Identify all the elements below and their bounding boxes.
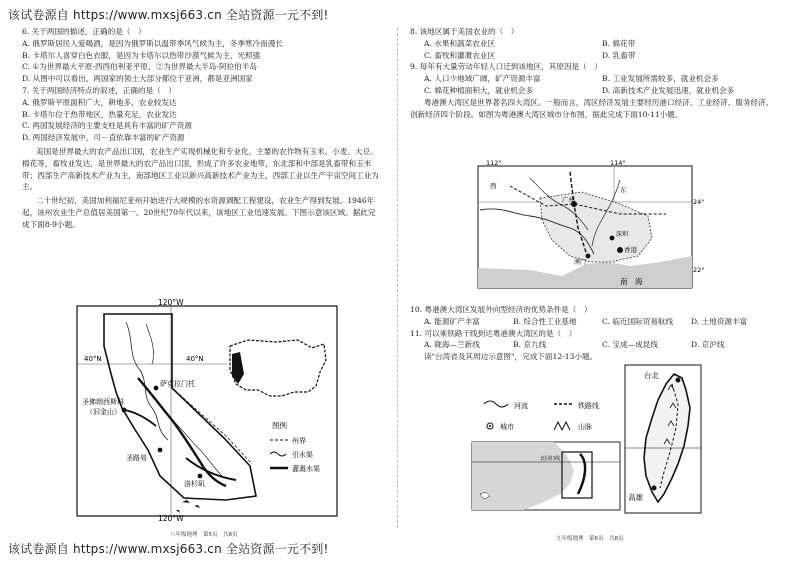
legend-title: 图例: [272, 421, 287, 430]
q6-option-c: C. ①为世界最大平原-西西伯利亚平原，②为世界最大半岛-阿拉伯半岛: [22, 62, 257, 72]
legend-mountain: 山脉: [578, 423, 592, 431]
city-san-francisco-alias: （旧金山）: [86, 408, 121, 416]
legend-river: 河流: [514, 402, 528, 410]
lat-label-right: 40°N: [186, 355, 204, 363]
page-divider: [397, 28, 398, 528]
california-map: [76, 300, 338, 522]
q8-option-b: B. 棉花带: [602, 38, 636, 48]
city-sacramento: 萨克拉门托: [160, 380, 195, 388]
q8-option-c: C. 畜牧和灌溉农业区: [424, 50, 496, 60]
q12-intro: 读"台湾省及其周边示意图"，完成下面12-13小题。: [424, 352, 598, 362]
lat-label-left: 40°N: [84, 355, 102, 363]
taiwan-map-left-figure: [470, 382, 622, 512]
city-san-francisco: 圣佛朗西斯科: [82, 398, 124, 406]
left-column: [22, 26, 382, 231]
right-column: [410, 26, 780, 120]
city-shenzhen-label: 深圳: [616, 231, 629, 238]
q6-option-a: A. 俄罗斯居民人爱喝酒，是因为俄罗斯以温带季风气候为主，冬季寒冷而漫长: [22, 38, 283, 48]
watermark-bottom: 该试卷源自 https://www.mxsj663.cn 全站资源一元不到!: [8, 542, 329, 556]
q11-option-c: C. 宝成—成昆线: [602, 340, 658, 350]
usa-inset-map: [230, 340, 326, 396]
q7-option-a: A. 俄罗斯平原面积广大，耕地多，农业较发达: [22, 97, 177, 107]
passage-usa-agriculture: 美国是世界最大的农产品出口国，农业生产实现机械化和专业化，主要的农作物有玉米、小麦、大豆、棉花等，畜牧业发达，是世界最大的农产品出口国，形成了许多农业地带，东北部和中部是乳畜带和玉米带；西部生产高新技术产业为主，南部地区工业以新兴高新技术产业为主，西部工业以生产宇宙空间工业为主。: [22, 146, 379, 192]
taiwan-map-figure: [624, 364, 702, 514]
lon-label-bottom: 120°W: [158, 514, 184, 523]
q10-option-d: D. 土地资源丰富: [691, 316, 748, 326]
lon-label-112: 112°: [486, 159, 502, 167]
legend-irrigation: 灌溉水渠: [292, 465, 320, 473]
california-map-figure: [76, 300, 338, 522]
lat-label-24: 24°: [693, 198, 705, 206]
legend-railway: 铁路线: [578, 402, 599, 410]
right-page-footer: 九年级地理 第6页 共8页: [556, 536, 624, 542]
legend-canal: 引水渠: [292, 451, 313, 459]
q10-option-a: A. 能源矿产丰富: [424, 316, 480, 326]
passage-california: 二十世纪初，美国加利福尼亚州开始进行大规模的水资源调配工程建设，农业生产得到发展。1946年起，该州农业生产总值居美国第一。20世纪70年代以来，该地区工业迅速发展。下图示意该区域。据此完成下面8-9小题。: [22, 196, 376, 229]
q9-options-ab: [410, 73, 780, 85]
q10-option-b: B. 综合性工业基地: [513, 316, 577, 326]
lat-label-22: 22°: [693, 266, 705, 274]
gba-map: [470, 158, 705, 298]
q6-option-b: B. 卡塔尔人喜穿白色衣服，是因为卡塔尔以热带沙漠气候为主，光照强: [22, 50, 261, 60]
q11-option-b: B. 京九线: [513, 340, 547, 350]
city-guangzhou-label: 广州: [562, 196, 575, 204]
city-los-angeles: 洛杉矶: [184, 480, 205, 488]
right-column-lower: [410, 304, 780, 363]
q9-option-d: D. 高新技术产业发展迅速，就业机会多: [602, 85, 735, 95]
legend-city: 城市: [500, 423, 514, 431]
city-hongkong-label: 香港: [624, 246, 637, 254]
q9-stem: 9. 每年有大量劳动年轻人口迁到该地区，其原因是（ ）: [410, 62, 602, 72]
q11-option-d: D. 京沪线: [691, 340, 725, 350]
q7-option-c: C. 两国发展经济的主要支柱是具有丰富的矿产资源: [22, 121, 192, 131]
q9-option-a: A. 人口少地域广阔，矿产资源丰富: [424, 74, 541, 84]
legend-state-border: 州界: [292, 437, 306, 445]
watermark-top: 该试卷源自 https://www.mxsj663.cn 全站资源一元不到!: [8, 8, 329, 22]
lon-label-114: 114°: [610, 159, 626, 167]
city-macau-label: 澳门: [574, 259, 587, 266]
q10-options: [410, 316, 780, 328]
city-taibei-label: 台北: [644, 371, 659, 380]
q7-option-d: D. 两国经济发展中，可－直依靠丰富的矿产资源: [22, 133, 185, 143]
q11-options: [410, 339, 780, 351]
q9-option-c: C. 棉花种植面积大，就业机会多: [424, 85, 534, 95]
q7-option-b: B. 卡塔尔位于热带地区，热量充足，农业发达: [22, 109, 177, 119]
q10-stem: 10. 粤港澳大湾区发展外向型经济的优势条件是（ ）: [410, 305, 592, 314]
map-legend: [270, 420, 320, 473]
q9-options-cd: [410, 85, 780, 97]
q8-option-a: A. 水果和蔬菜农业区: [424, 38, 496, 48]
q8-options-cd: [410, 50, 780, 62]
taiwan-legend-and-region: [470, 382, 622, 512]
q6-option-d: D. 从图中可以看出，两国家的领土大部分都位于亚洲，都是亚洲国家: [22, 74, 253, 84]
sea-label: 南 海: [620, 277, 643, 286]
california-outline: [104, 314, 256, 500]
q8-option-d: D. 乳畜带: [602, 50, 636, 60]
passage-greater-bay-area: 粤港澳大湾区是世界著名四大湾区。一般而言，湾区经济发展主要经历港口经济、工业经济、服务经济、创新经济四个阶段。如图为粤港澳大湾区城市分布图，据此完成下面10-11小题。: [410, 97, 774, 119]
q8-stem: 8. 该地区属于美国农业的（ ）: [410, 27, 519, 36]
city-dongguan-label: 东: [620, 186, 627, 194]
q11-option-a: A. 陇海—兰新线: [424, 340, 480, 350]
city-san-diego: 圣路易: [126, 454, 147, 462]
tropic-label-region: 北回归线: [540, 456, 561, 462]
gba-map-figure: [470, 158, 705, 298]
q6-stem: 6. 关于两国的描述，正确的是（ ）: [22, 27, 146, 36]
left-page-footer: 八年级地理 第5页 共8页: [170, 532, 238, 538]
city-gaoxiong-label: 高雄: [628, 493, 643, 502]
xijiang-label: 西: [490, 182, 497, 190]
q7-stem: 7. 关于两国经济特点的叙述，正确的是（ ）: [22, 85, 176, 95]
q9-option-b: B. 工业发展所需较多，就业机会多: [602, 74, 719, 84]
q10-option-c: C. 临近国际贸易航线: [602, 316, 674, 326]
lon-label-top: 120°W: [158, 298, 184, 307]
taiwan-map: [624, 364, 702, 514]
q8-options-ab: [410, 38, 780, 50]
q11-stem: 11. 可以乘铁路干线到达粤港澳大湾区的是（ ）: [410, 328, 577, 338]
